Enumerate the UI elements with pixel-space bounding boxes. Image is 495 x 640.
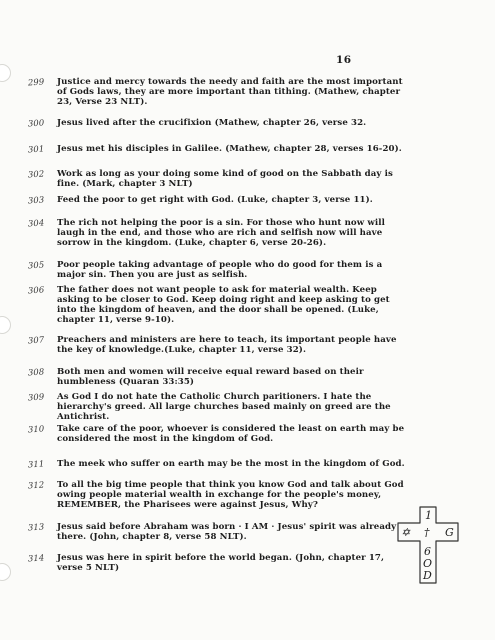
cross-center-mark: † (424, 526, 430, 539)
cross-drawing (396, 505, 476, 587)
punch-hole (0, 563, 11, 581)
entry-number: 299 (27, 77, 45, 89)
entry-text: Jesus was here in spirit before the world began. (John, chapter 17, verse 5 NLT) (57, 553, 385, 573)
entry-number: 313 (27, 522, 45, 534)
punch-hole (0, 64, 11, 82)
entry-text: The rich not helping the poor is a sin. For those who hunt now will laugh in the end, and those who are rich and selfish now will have sorrow in the kingdom. (Luke, chapter 6, verse 20-26). (57, 218, 385, 248)
entry-number: 303 (27, 195, 45, 207)
cross-bottom-letter: O (423, 557, 433, 570)
cross-top-mark: 1 (425, 509, 432, 522)
entry-text: Preachers and ministers are here to teach, its important people have the key of knowledge.(Luke, chapter 11, verse 32). (57, 335, 397, 355)
entry-text: To all the big time people that think you know God and talk about God owing people material wealth in exchange for the people's money, REMEMBER, the Pharisees were against Jesus, Why? (57, 480, 404, 510)
entry-text: The father does not want people to ask for material wealth. Keep asking to be closer to God. Keep doing right and keep asking to get into the kingdom of heaven, and the door shall be opened. (Luke, chapter 11, verse 9-10). (57, 285, 390, 325)
entry-text: The meek who suffer on earth may be the most in the kingdom of God. (57, 459, 405, 469)
entry-text: Take care of the poor, whoever is considered the least on earth may be considered the most in the kingdom of God. (57, 424, 405, 444)
entry-number: 305 (27, 260, 45, 272)
entry-text: Both men and women will receive equal reward based on their humbleness (Quaran 33:35) (57, 367, 364, 387)
entry-number: 310 (27, 424, 45, 436)
entry-number: 304 (27, 218, 45, 230)
page-number: 16 (336, 54, 352, 66)
entry-text: Jesus lived after the crucifixion (Mathew, chapter 26, verse 32. (57, 118, 367, 128)
entry-text: Jesus met his disciples in Galilee. (Mathew, chapter 28, verses 16-20). (57, 144, 402, 154)
entry-number: 302 (27, 169, 45, 181)
entry-text: Feed the poor to get right with God. (Luke, chapter 3, verse 11). (57, 195, 373, 205)
entry-number: 301 (27, 144, 45, 156)
entry-number: 311 (27, 459, 45, 471)
entry-text: Jesus said before Abraham was born · I AM · Jesus' spirit was already there. (John, chapter 8, verse 58 NLT). (57, 522, 397, 542)
entry-text: Work as long as your doing some kind of good on the Sabbath day is fine. (Mark, chapter 3 NLT) (57, 169, 393, 189)
star-of-david-icon: ✡ (401, 526, 411, 539)
punch-hole (0, 316, 11, 334)
cross-right-mark: G (445, 526, 454, 539)
entry-number: 306 (27, 285, 45, 297)
entry-text: Justice and mercy towards the needy and faith are the most important of Gods laws, they are more important than tithing. (Mathew, chapter 23, Verse 23 NLT). (57, 77, 403, 107)
cross-bottom-letter: 6 (424, 545, 431, 558)
entry-number: 300 (27, 118, 45, 130)
entry-number: 309 (27, 392, 45, 404)
entry-number: 307 (27, 335, 45, 347)
cross-bottom-letter: D (423, 569, 432, 582)
entry-number: 308 (27, 367, 45, 379)
entry-number: 314 (27, 553, 45, 565)
entry-number: 312 (27, 480, 45, 492)
entry-text: Poor people taking advantage of people who do good for them is a major sin. Then you are just as selfish. (57, 260, 383, 280)
entry-text: As God I do not hate the Catholic Church paritioners. I hate the hierarchy's greed. All large churches based mainly on greed are the Antichrist. (57, 392, 391, 422)
